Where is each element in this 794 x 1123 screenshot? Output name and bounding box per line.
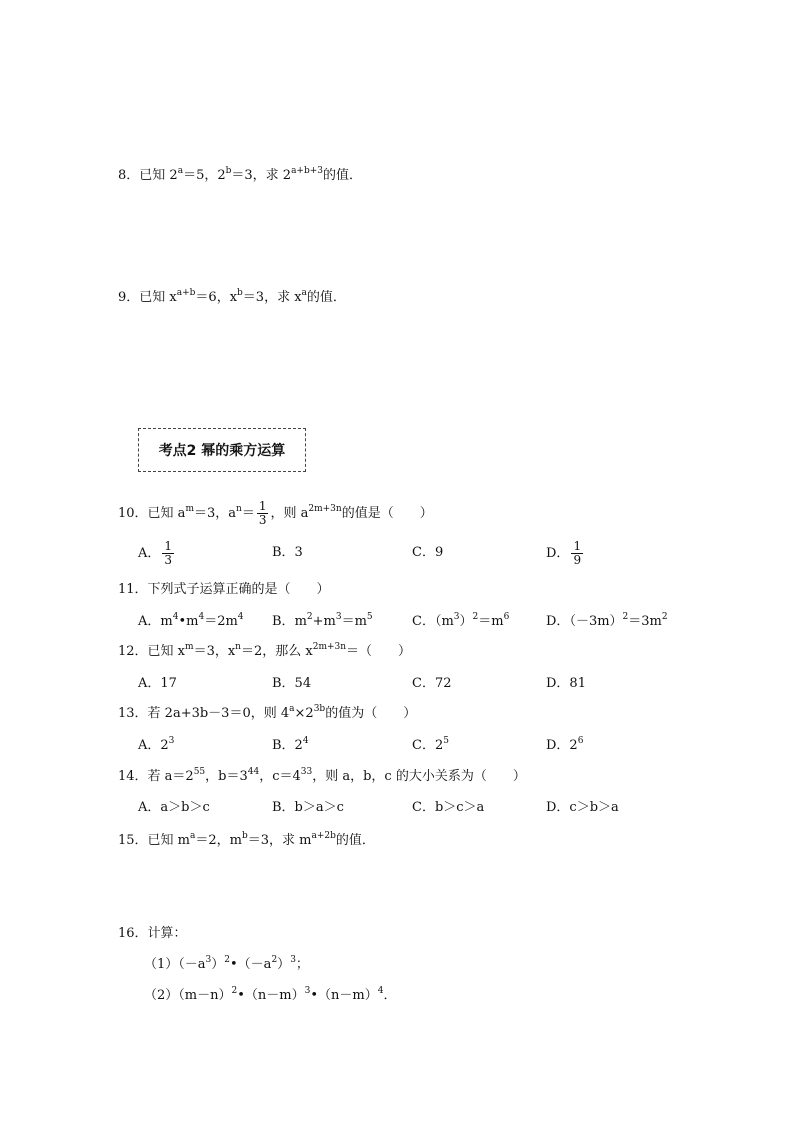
question-number: 8． [118, 168, 140, 183]
question-11-options [138, 611, 738, 637]
question-16-part-2: $(2)(m-n)^2•(n-m)^3•(n-m)^4$． [144, 986, 397, 1003]
question-number: 9． [118, 290, 140, 305]
fraction: $\frac{1}{3}$ [258, 499, 267, 527]
question-15: 15．已知 $m^a=2$，$m^b=3$，求 $m^{a+2b}$的值． [118, 831, 375, 848]
option-c[interactable]: C．b＞c＞a [412, 800, 485, 815]
section-title-box [138, 428, 306, 472]
option-b[interactable]: B．$m^2+m^3=m^5$ [272, 612, 373, 629]
option-a[interactable]: A．a＞b＞c [138, 800, 210, 815]
question-13-options [138, 735, 738, 761]
question-10: 10．已知 $a^m=3$，$a^n=$ $\frac{1}{3}$ ，则 $a^{2m+3n}$的值是（ ） [118, 499, 433, 527]
question-16-part-1: $(1)(-a^3)^2•(-a^2)^3$； [144, 955, 309, 972]
question-16: 16．计算： [118, 926, 187, 941]
option-a[interactable]: A． $\frac{1}{3}$ [138, 539, 173, 567]
option-c[interactable]: C．$(m^3)^2=m^6$ [412, 612, 510, 629]
option-d[interactable]: D．$(-3m)^2=3m^2$ [546, 612, 668, 629]
question-12: 12．已知 $x^m=3$，$x^n=2$，那么 $x^{2m+3n}=$（ ） [118, 642, 412, 659]
question-13: 13．若 2a+3b－3＝0，则 $4^a\times 2^{3b}$的值为（ ） [118, 704, 417, 721]
section-title: 考点2 幂的乘方运算 [158, 443, 286, 459]
question-9: 9．已知 $x^{a+b}=6$，$x^b=3$，求 $x^a$的值． [118, 288, 346, 305]
option-d[interactable]: D．$2^6$ [546, 736, 584, 753]
option-a[interactable]: A．$2^3$ [138, 736, 175, 753]
option-b[interactable]: B．3 [272, 545, 303, 560]
option-c[interactable]: C．9 [412, 545, 444, 560]
question-14: 14．若 $a=2^{55}$，$b=3^{44}$，$c=4^{33}$，则 a，b，c 的大小关系为（ ） [118, 767, 526, 784]
question-10-options [138, 540, 738, 566]
option-c[interactable]: C．$2^5$ [412, 736, 449, 753]
question-8: 8．已知 $2^a=5$，$2^b=3$，求 $2^{a+b+3}$的值． [118, 166, 363, 183]
question-12-options [138, 673, 738, 699]
option-c[interactable]: C．72 [412, 676, 452, 691]
question-14-options [138, 797, 738, 823]
option-d[interactable]: D．81 [546, 676, 586, 691]
option-d[interactable]: D． $\frac{1}{9}$ [546, 539, 582, 567]
option-b[interactable]: B．54 [272, 676, 312, 691]
option-b[interactable]: B．$2^4$ [272, 736, 309, 753]
option-a[interactable]: A．17 [138, 676, 177, 691]
option-d[interactable]: D．c＞b＞a [546, 800, 619, 815]
question-11: 11．下列式子运算正确的是（ ） [118, 582, 330, 597]
option-b[interactable]: B．b＞a＞c [272, 800, 344, 815]
option-a[interactable]: A．$m^4•m^4=2m^4$ [138, 612, 244, 629]
